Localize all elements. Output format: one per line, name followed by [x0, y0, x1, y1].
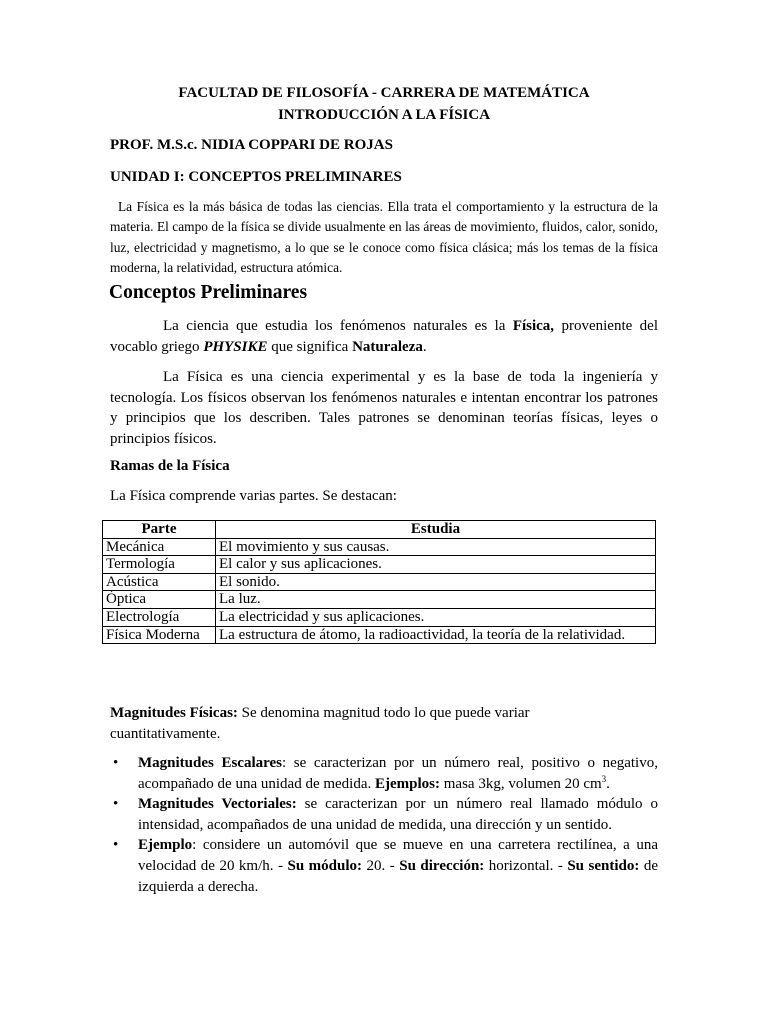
- table-cell-estudia: El movimiento y sus causas.: [216, 538, 656, 556]
- escalares-term: Magnitudes Escalares: [138, 755, 283, 771]
- para1-text-b: proveniente del vocablo griego: [110, 318, 658, 355]
- faculty-header: FACULTAD DE FILOSOFÍA - CARRERA DE MATEMÁTICA: [178, 85, 590, 101]
- section-heading: Conceptos Preliminares: [109, 282, 308, 303]
- para1-text-c: que significa: [267, 338, 353, 355]
- direccion-text: horizontal. -: [484, 857, 568, 874]
- escalares-ex-end: .: [606, 775, 610, 792]
- para1-fisica: Física,: [512, 318, 555, 334]
- table-cell-parte: Termología: [103, 556, 216, 574]
- para1-naturaleza: Naturaleza: [352, 338, 423, 355]
- magnitudes-list: [110, 753, 658, 897]
- table-cell-estudia: La estructura de átomo, la radioactividad, la teoría de la relatividad.: [216, 626, 656, 644]
- professor-name: PROF. M.S.c. NIDIA COPPARI DE ROJAS: [110, 137, 393, 153]
- magnitudes-definition: [110, 703, 580, 744]
- ramas-heading: Ramas de la Física: [110, 458, 230, 474]
- table-header-parte: Parte: [103, 521, 216, 539]
- table-cell-estudia: La luz.: [216, 591, 656, 609]
- paragraph-experimental: [110, 367, 658, 449]
- list-item-vectoriales: [110, 794, 658, 835]
- table-cell-estudia: La electricidad y sus aplicaciones.: [216, 608, 656, 626]
- vectoriales-term: Magnitudes Vectoriales:: [138, 796, 297, 813]
- modulo-label: Su módulo:: [287, 857, 363, 874]
- unit-title: UNIDAD I: CONCEPTOS PRELIMINARES: [110, 169, 402, 185]
- paragraph-definition: [110, 316, 658, 357]
- ejemplo-text: : considere un automóvil que se mueve en una carretera rectilínea, a una velocidad de 20 km/h. -: [138, 837, 658, 874]
- bullet-icon: •: [113, 796, 119, 813]
- table-cell-estudia: El calor y sus aplicaciones.: [216, 556, 656, 574]
- escalares-ex-label: Ejemplos:: [375, 775, 440, 792]
- intro-paragraph: La Física es la más básica de todas las ciencias. Ella trata el comportamiento y la estructura de la materia. El campo de la física se divide usualmente en las áreas de movimiento, fluidos, calor, sonido, luz, electricidad y magnetismo, a lo que se le conoce como física clásica; más los temas de la física moderna, la relatividad, estructura atómica.: [110, 199, 658, 275]
- escalares-ex-sup: 3: [601, 773, 607, 784]
- ejemplo-term: Ejemplo: [138, 837, 193, 854]
- magnitudes-title: Magnitudes Físicas:: [110, 705, 238, 721]
- table-cell-parte: Física Moderna: [103, 626, 216, 644]
- table-row: [103, 626, 656, 644]
- table-row: [103, 573, 656, 591]
- para1-text-d: .: [422, 338, 427, 355]
- course-title: INTRODUCCIÓN A LA FÍSICA: [277, 107, 491, 123]
- table-row: [103, 608, 656, 626]
- list-item-escalares: [110, 753, 658, 794]
- table-cell-parte: Mecánica: [103, 538, 216, 556]
- table-header-estudia: Estudia: [216, 521, 656, 539]
- table-cell-estudia: El sonido.: [216, 573, 656, 591]
- bullet-icon: •: [113, 837, 119, 854]
- escalares-text: : se caracterizan por un número real, positivo o negativo, acompañado de una unidad de medida.: [138, 755, 658, 792]
- table-cell-parte: Óptica: [103, 591, 216, 609]
- table-cell-parte: Acústica: [103, 573, 216, 591]
- table-row: [103, 538, 656, 556]
- vectoriales-text: se caracterizan por un número real llamado módulo o intensidad, acompañados de una unidad de medida, una dirección y un sentido.: [138, 796, 658, 833]
- table-header-row: [103, 521, 656, 539]
- modulo-text: 20. -: [362, 857, 400, 874]
- table-row: [103, 556, 656, 574]
- magnitudes-text: Se denomina magnitud todo lo que puede variar cuantitativamente.: [110, 705, 530, 742]
- sentido-label: Su sentido:: [567, 857, 640, 874]
- table-row: [103, 591, 656, 609]
- para1-physike: PHYSIKE: [203, 338, 268, 355]
- ramas-table: [102, 520, 656, 644]
- para2-text: La Física es una ciencia experimental y es la base de toda la ingeniería y tecnología. Los físicos observan los fenómenos naturales e intentan encontrar los patrones y principios que los describen. Tales patrones se denominan teorías físicas, leyes o principios físicos.: [110, 369, 658, 447]
- table-cell-parte: Electrología: [103, 608, 216, 626]
- sentido-text: de izquierda a derecha.: [138, 857, 659, 895]
- list-item-ejemplo: [110, 835, 658, 897]
- bullet-icon: •: [113, 755, 119, 771]
- escalares-ex-text: masa 3kg, volumen 20 cm: [440, 775, 602, 792]
- direccion-label: Su dirección:: [399, 857, 485, 874]
- ramas-lead: La Física comprende varias partes. Se destacan:: [110, 488, 397, 504]
- para1-text-a: La ciencia que estudia los fenómenos naturales es la: [163, 318, 513, 334]
